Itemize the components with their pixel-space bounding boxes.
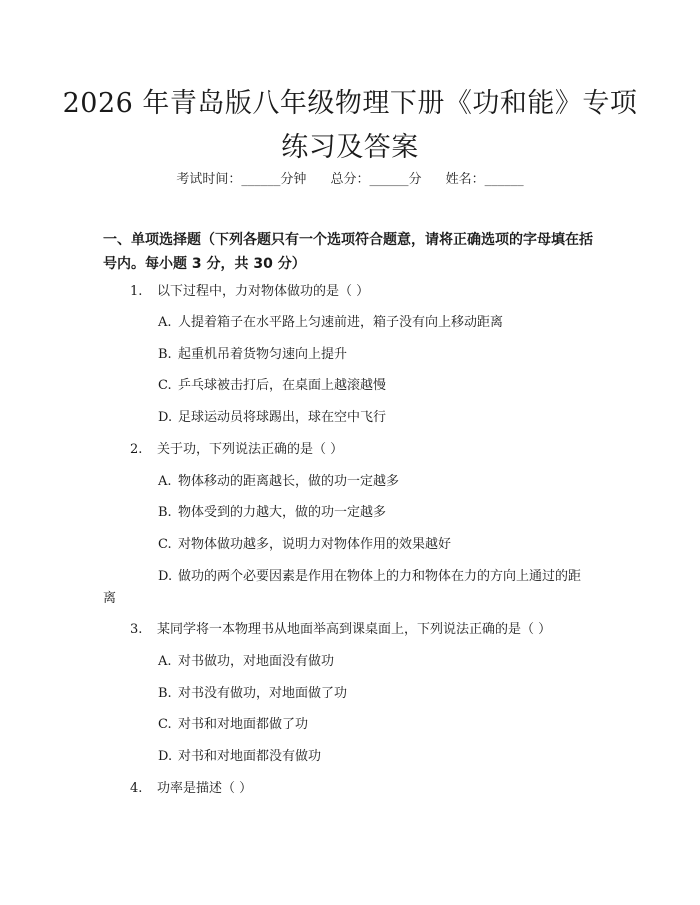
question-number: 1. <box>130 284 143 299</box>
option-2c <box>158 535 451 555</box>
option-letter: D. <box>158 749 173 764</box>
option-text: 对物体做功越多，说明力对物体作用的效果越好 <box>178 537 452 552</box>
question-text: 关于功，下列说法正确的是（ ） <box>157 442 344 457</box>
student-name-field: 姓名：______ <box>445 172 524 187</box>
option-letter: B. <box>158 347 172 362</box>
option-3d <box>158 747 321 767</box>
question-number: 4. <box>130 781 143 796</box>
option-letter: A. <box>158 315 172 330</box>
question-number: 3. <box>130 622 143 637</box>
document-title: 2026 年青岛版八年级物理下册《功和能》专项练习及答案 <box>62 88 638 163</box>
option-letter: A. <box>158 474 172 489</box>
option-text: 对书和对地面都没有做功 <box>178 749 322 764</box>
option-letter: B. <box>158 686 172 701</box>
option-text: 对书没有做功，对地面做了功 <box>178 686 348 701</box>
option-letter: C. <box>158 378 172 393</box>
exam-info <box>0 168 700 187</box>
option-1d <box>158 408 386 428</box>
option-letter: C. <box>158 537 172 552</box>
option-2b <box>158 503 386 523</box>
option-3b <box>158 684 347 704</box>
option-3c <box>158 715 308 735</box>
option-letter: A. <box>158 654 172 669</box>
option-letter: D. <box>158 410 173 425</box>
option-1a <box>158 313 503 333</box>
total-score-field: 总分：______分 <box>330 172 422 187</box>
option-text: 起重机吊着货物匀速向上提升 <box>178 347 348 362</box>
exam-time-field: 考试时间：______分钟 <box>176 172 307 187</box>
option-text: 足球运动员将球踢出，球在空中飞行 <box>178 410 387 425</box>
option-text: 做功的两个必要因素是作用在物体上的力和物体在力的方向上通过的距离 <box>103 569 582 606</box>
option-2a <box>158 472 399 492</box>
option-text: 物体移动的距离越长，做的功一定越多 <box>178 474 400 489</box>
option-text: 对书做功，对地面没有做功 <box>178 654 335 669</box>
option-text: 乒乓球被击打后，在桌面上越滚越慢 <box>178 378 387 393</box>
option-text: 人提着箱子在水平路上匀速前进，箱子没有向上移动距离 <box>178 315 504 330</box>
option-3a <box>158 652 334 672</box>
question-text: 某同学将一本物理书从地面举高到课桌面上，下列说法正确的是（ ） <box>157 622 552 637</box>
option-letter: B. <box>158 505 172 520</box>
option-text: 对书和对地面都做了功 <box>178 717 309 732</box>
option-1b <box>158 345 347 365</box>
option-text: 物体受到的力越大，做的功一定越多 <box>178 505 387 520</box>
question-text: 功率是描述（ ） <box>157 781 253 796</box>
section-heading: 一、单项选择题（下列各题只有一个选项符合题意，请将正确选项的字母填在括号内。每小题 3 分，共 30 分） <box>103 232 593 272</box>
question-text: 以下过程中，力对物体做功的是（ ） <box>157 284 370 299</box>
question-number: 2. <box>130 442 143 457</box>
option-letter: C. <box>158 717 172 732</box>
option-letter: D. <box>158 569 173 584</box>
option-2d <box>103 566 593 610</box>
option-1c <box>158 376 386 396</box>
